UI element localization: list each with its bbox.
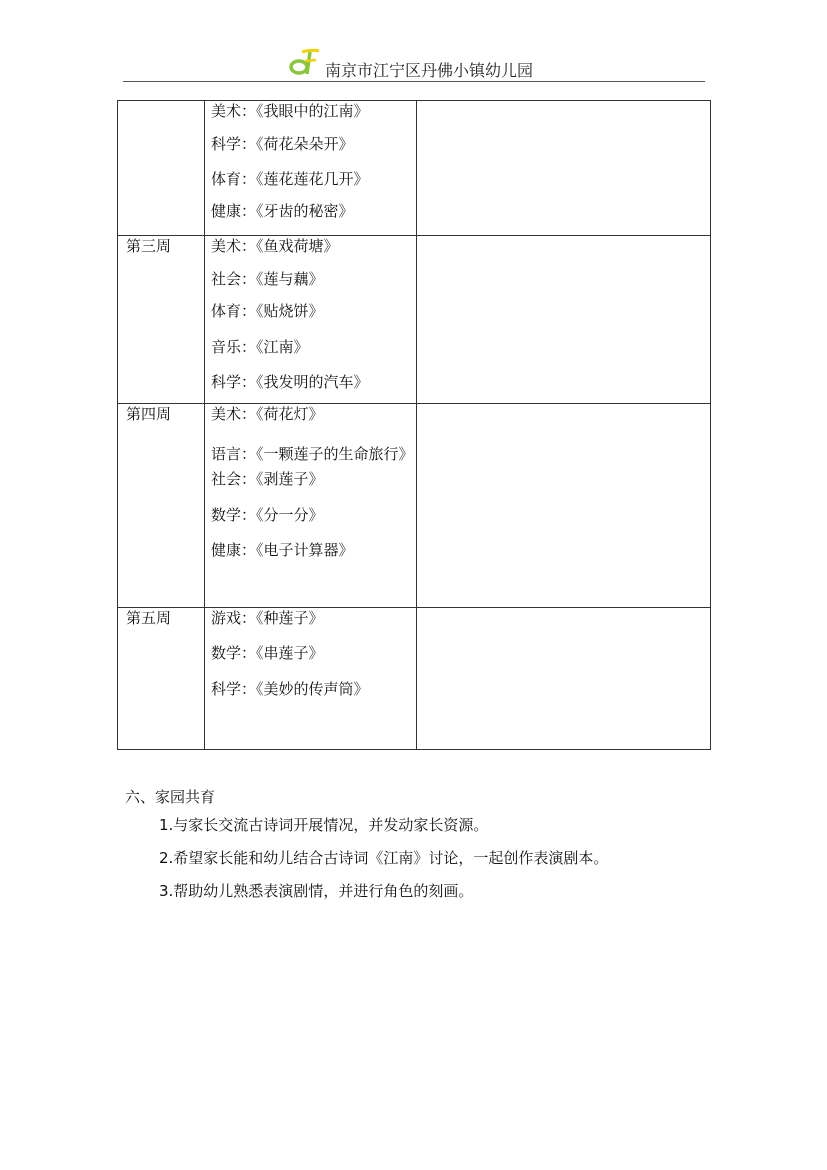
activity-item: 健康：《牙齿的秘密》 xyxy=(211,202,354,220)
activity-item: 科学：《美妙的传声筒》 xyxy=(211,680,369,698)
activity-item: 语言：《一颗莲子的生命旅行》 xyxy=(211,445,414,463)
activities-cell xyxy=(205,101,417,236)
week-cell: 第四周 xyxy=(118,404,205,608)
activity-item: 科学：《荷花朵朵开》 xyxy=(211,135,354,153)
activity-item: 美术：《我眼中的江南》 xyxy=(211,102,369,120)
section-title: 六、家园共育 xyxy=(125,788,216,806)
list-item: 2.希望家长能和幼儿结合古诗词《江南》讨论，一起创作表演剧本。 xyxy=(159,849,609,867)
list-item: 1.与家长交流古诗词开展情况，并发动家长资源。 xyxy=(159,816,489,834)
notes-cell xyxy=(417,608,711,750)
activity-item: 数学：《分一分》 xyxy=(211,506,324,524)
week-cell: 第三周 xyxy=(118,236,205,404)
activity-item: 数学：《串莲子》 xyxy=(211,644,324,662)
weekly-plan-table xyxy=(117,100,711,750)
notes-cell xyxy=(417,236,711,404)
activity-item: 社会：《剥莲子》 xyxy=(211,470,324,488)
activity-item: 美术：《鱼戏荷塘》 xyxy=(211,237,339,255)
header-rule xyxy=(123,81,705,82)
activity-item: 社会：《莲与藕》 xyxy=(211,270,324,288)
activity-item: 游戏：《种莲子》 xyxy=(211,609,324,627)
notes-cell xyxy=(417,101,711,236)
table-row xyxy=(118,236,711,404)
kindergarten-logo-icon xyxy=(288,48,320,76)
list-item: 3.帮助幼儿熟悉表演剧情，并进行角色的刻画。 xyxy=(159,882,474,900)
table-row xyxy=(118,608,711,750)
week-cell xyxy=(118,101,205,236)
kindergarten-name: 南京市江宁区丹佛小镇幼儿园 xyxy=(325,61,534,80)
table-row xyxy=(118,101,711,236)
activities-cell xyxy=(205,236,417,404)
activity-item: 美术：《荷花灯》 xyxy=(211,405,324,423)
table-row xyxy=(118,404,711,608)
notes-cell xyxy=(417,404,711,608)
activity-item: 体育：《贴烧饼》 xyxy=(211,302,324,320)
activity-item: 音乐：《江南》 xyxy=(211,338,309,356)
activity-item: 体育：《莲花莲花几开》 xyxy=(211,170,369,188)
activities-cell xyxy=(205,404,417,608)
page-header xyxy=(123,48,705,82)
activity-item: 健康：《电子计算器》 xyxy=(211,541,354,559)
activity-item: 科学：《我发明的汽车》 xyxy=(211,373,369,391)
section-list xyxy=(159,816,608,915)
activities-cell xyxy=(205,608,417,750)
week-cell: 第五周 xyxy=(118,608,205,750)
